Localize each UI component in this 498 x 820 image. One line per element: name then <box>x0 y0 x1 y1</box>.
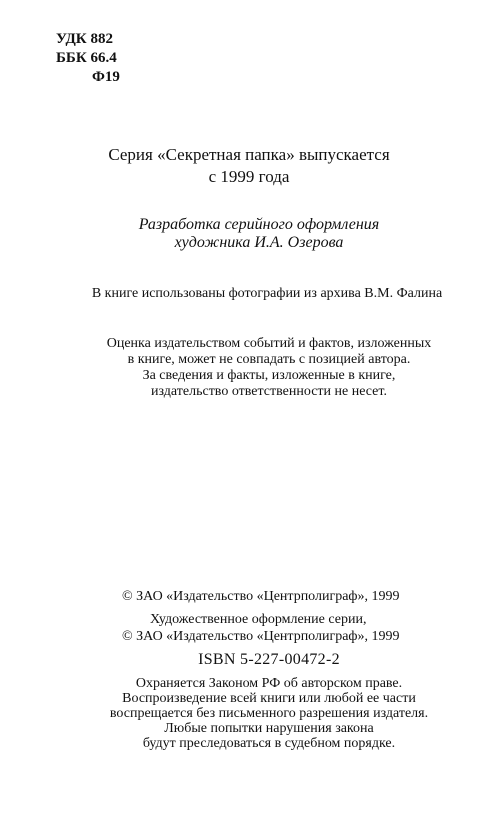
copyright-line-3: © ЗАО «Издательство «Центрполиграф», 1999 <box>122 629 400 644</box>
rights-line-2: Воспроизведение всей книги или любой ее части <box>122 691 416 706</box>
rights-line-4: Любые попытки нарушения закона <box>164 721 374 736</box>
series-line-1: Серия «Секретная папка» выпускается <box>108 145 390 164</box>
design-credit <box>0 216 498 252</box>
rights-line-1: Охраняется Законом РФ об авторском праве. <box>135 676 403 691</box>
series-note <box>0 144 498 188</box>
publisher-disclaimer <box>0 336 498 400</box>
copyright-block <box>122 588 400 645</box>
copyright-line-2: Художественное оформление серии, <box>150 612 367 627</box>
classification-codes <box>56 30 120 87</box>
design-line-2: художника И.А. Озерова <box>174 234 344 251</box>
series-line-2: с 1999 года <box>208 167 290 186</box>
isbn: ISBN 5-227-00472-2 <box>198 651 340 668</box>
disclaimer-line-4: издательство ответственности не несет. <box>151 384 387 399</box>
rights-line-5: будут преследоваться в судебном порядке. <box>142 736 396 751</box>
disclaimer-line-2: в книге, может не совпадать с позицией автора. <box>127 352 411 367</box>
udk-code: УДК 882 <box>56 31 113 47</box>
photo-credit: В книге использованы фотографии из архива В.М. Фалина <box>91 286 443 301</box>
disclaimer-line-1: Оценка издательством событий и фактов, изложенных <box>106 336 432 351</box>
rights-line-3: воспрещается без письменного разрешения издателя. <box>109 706 429 721</box>
bbk-code: ББК 66.4 <box>56 50 117 66</box>
disclaimer-line-3: За сведения и факты, изложенные в книге, <box>142 368 396 383</box>
author-mark: Ф19 <box>92 69 120 85</box>
copyright-line-1: © ЗАО «Издательство «Центрполиграф», 1999 <box>122 589 400 604</box>
rights-notice <box>0 676 498 751</box>
design-line-1: Разработка серийного оформления <box>138 216 380 233</box>
